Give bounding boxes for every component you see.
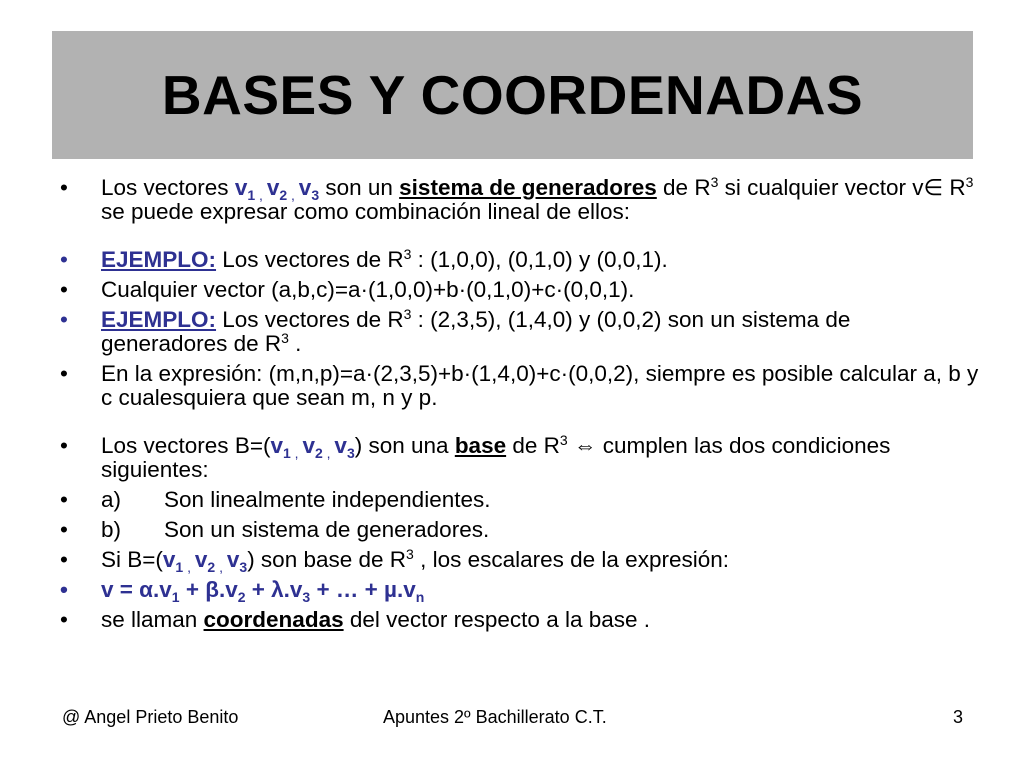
bullet-icon: •: [60, 175, 68, 200]
bullet-scalars: • Si $B=(v_1$ $_,$ $v_2$ $_,$ $v_3$) son base de $R^3$ , los escalares de la expresión:: [60, 546, 729, 575]
iff-symbol: ⇔: [573, 433, 597, 458]
slide-body: [60, 176, 980, 638]
bullet-coordinates: • se llaman coordenadas del vector respecto a la base .: [60, 607, 651, 632]
bullet-icon: •: [60, 517, 68, 542]
bullet-condition-b: • b) Son un sistema de generadores.: [60, 517, 490, 542]
element-of-symbol: ∈: [923, 175, 944, 200]
bullet-icon: •: [60, 361, 68, 386]
bullet-definition-generators: • Los vectores $v_1$ $_,$ $v_2$ $_,$ $v_3$ son un sistema de generadores de $R^3$ si cualquier vector v∈ $R^3$ se puede expresar como combinación lineal de ellos:: [60, 174, 974, 224]
example-label: EJEMPLO:: [101, 307, 217, 332]
bullet-base-definition: • Los vectores $B=(v_1$ $_,$ $v_2$ $_,$ $v_3$) son una base de $R^3$ ⇔ cumplen las dos condiciones siguientes:: [60, 432, 891, 482]
slide-title: BASES Y COORDENADAS: [161, 64, 864, 126]
bullet-condition-a: • a) Son linealmente independientes.: [60, 487, 491, 512]
bullet-icon: •: [60, 577, 68, 602]
footer-course: Apuntes 2º Bachillerato C.T.: [383, 707, 607, 727]
bullet-icon: •: [60, 607, 68, 632]
term-base: base: [454, 433, 507, 458]
bullet-icon: •: [60, 277, 68, 302]
bullet-icon: •: [60, 547, 68, 572]
bullet-any-vector: • Cualquier vector (a,b,c)=a·(1,0,0)+b·(0,1,0)+c·(0,0,1).: [60, 277, 635, 302]
title-band: [52, 31, 973, 159]
bullet-example-2: • EJEMPLO: Los vectores de $R^3$ : (2,3,5), (1,4,0) y (0,0,2) son un sistema de generadores de $R^3$ .: [60, 306, 851, 356]
term-coordinates: coordenadas: [203, 607, 344, 632]
example-label: EJEMPLO:: [101, 247, 217, 272]
bullet-icon: •: [60, 307, 68, 332]
bullet-linear-combination: • $v = \alpha.v_1 + \beta.v_2 + \lambda.v_3$ + … + $\mu.v_n$: [60, 577, 425, 605]
page-number: 3: [953, 707, 964, 727]
bullet-icon: •: [60, 433, 68, 458]
bullet-icon: •: [60, 247, 68, 272]
bullet-expression: • En la expresión: (m,n,p)=a·(2,3,5)+b·(1,4,0)+c·(0,0,2), siempre es posible calcular a, b y c cualesquiera que sean m, n y p.: [60, 361, 979, 410]
bullet-icon: •: [60, 487, 68, 512]
bullet-example-1: • EJEMPLO: Los vectores de $R^3$ : (1,0,0), (0,1,0) y (0,0,1).: [60, 246, 668, 272]
term-generators: sistema de generadores: [399, 175, 657, 200]
footer-author: @ Angel Prieto Benito: [62, 707, 239, 727]
